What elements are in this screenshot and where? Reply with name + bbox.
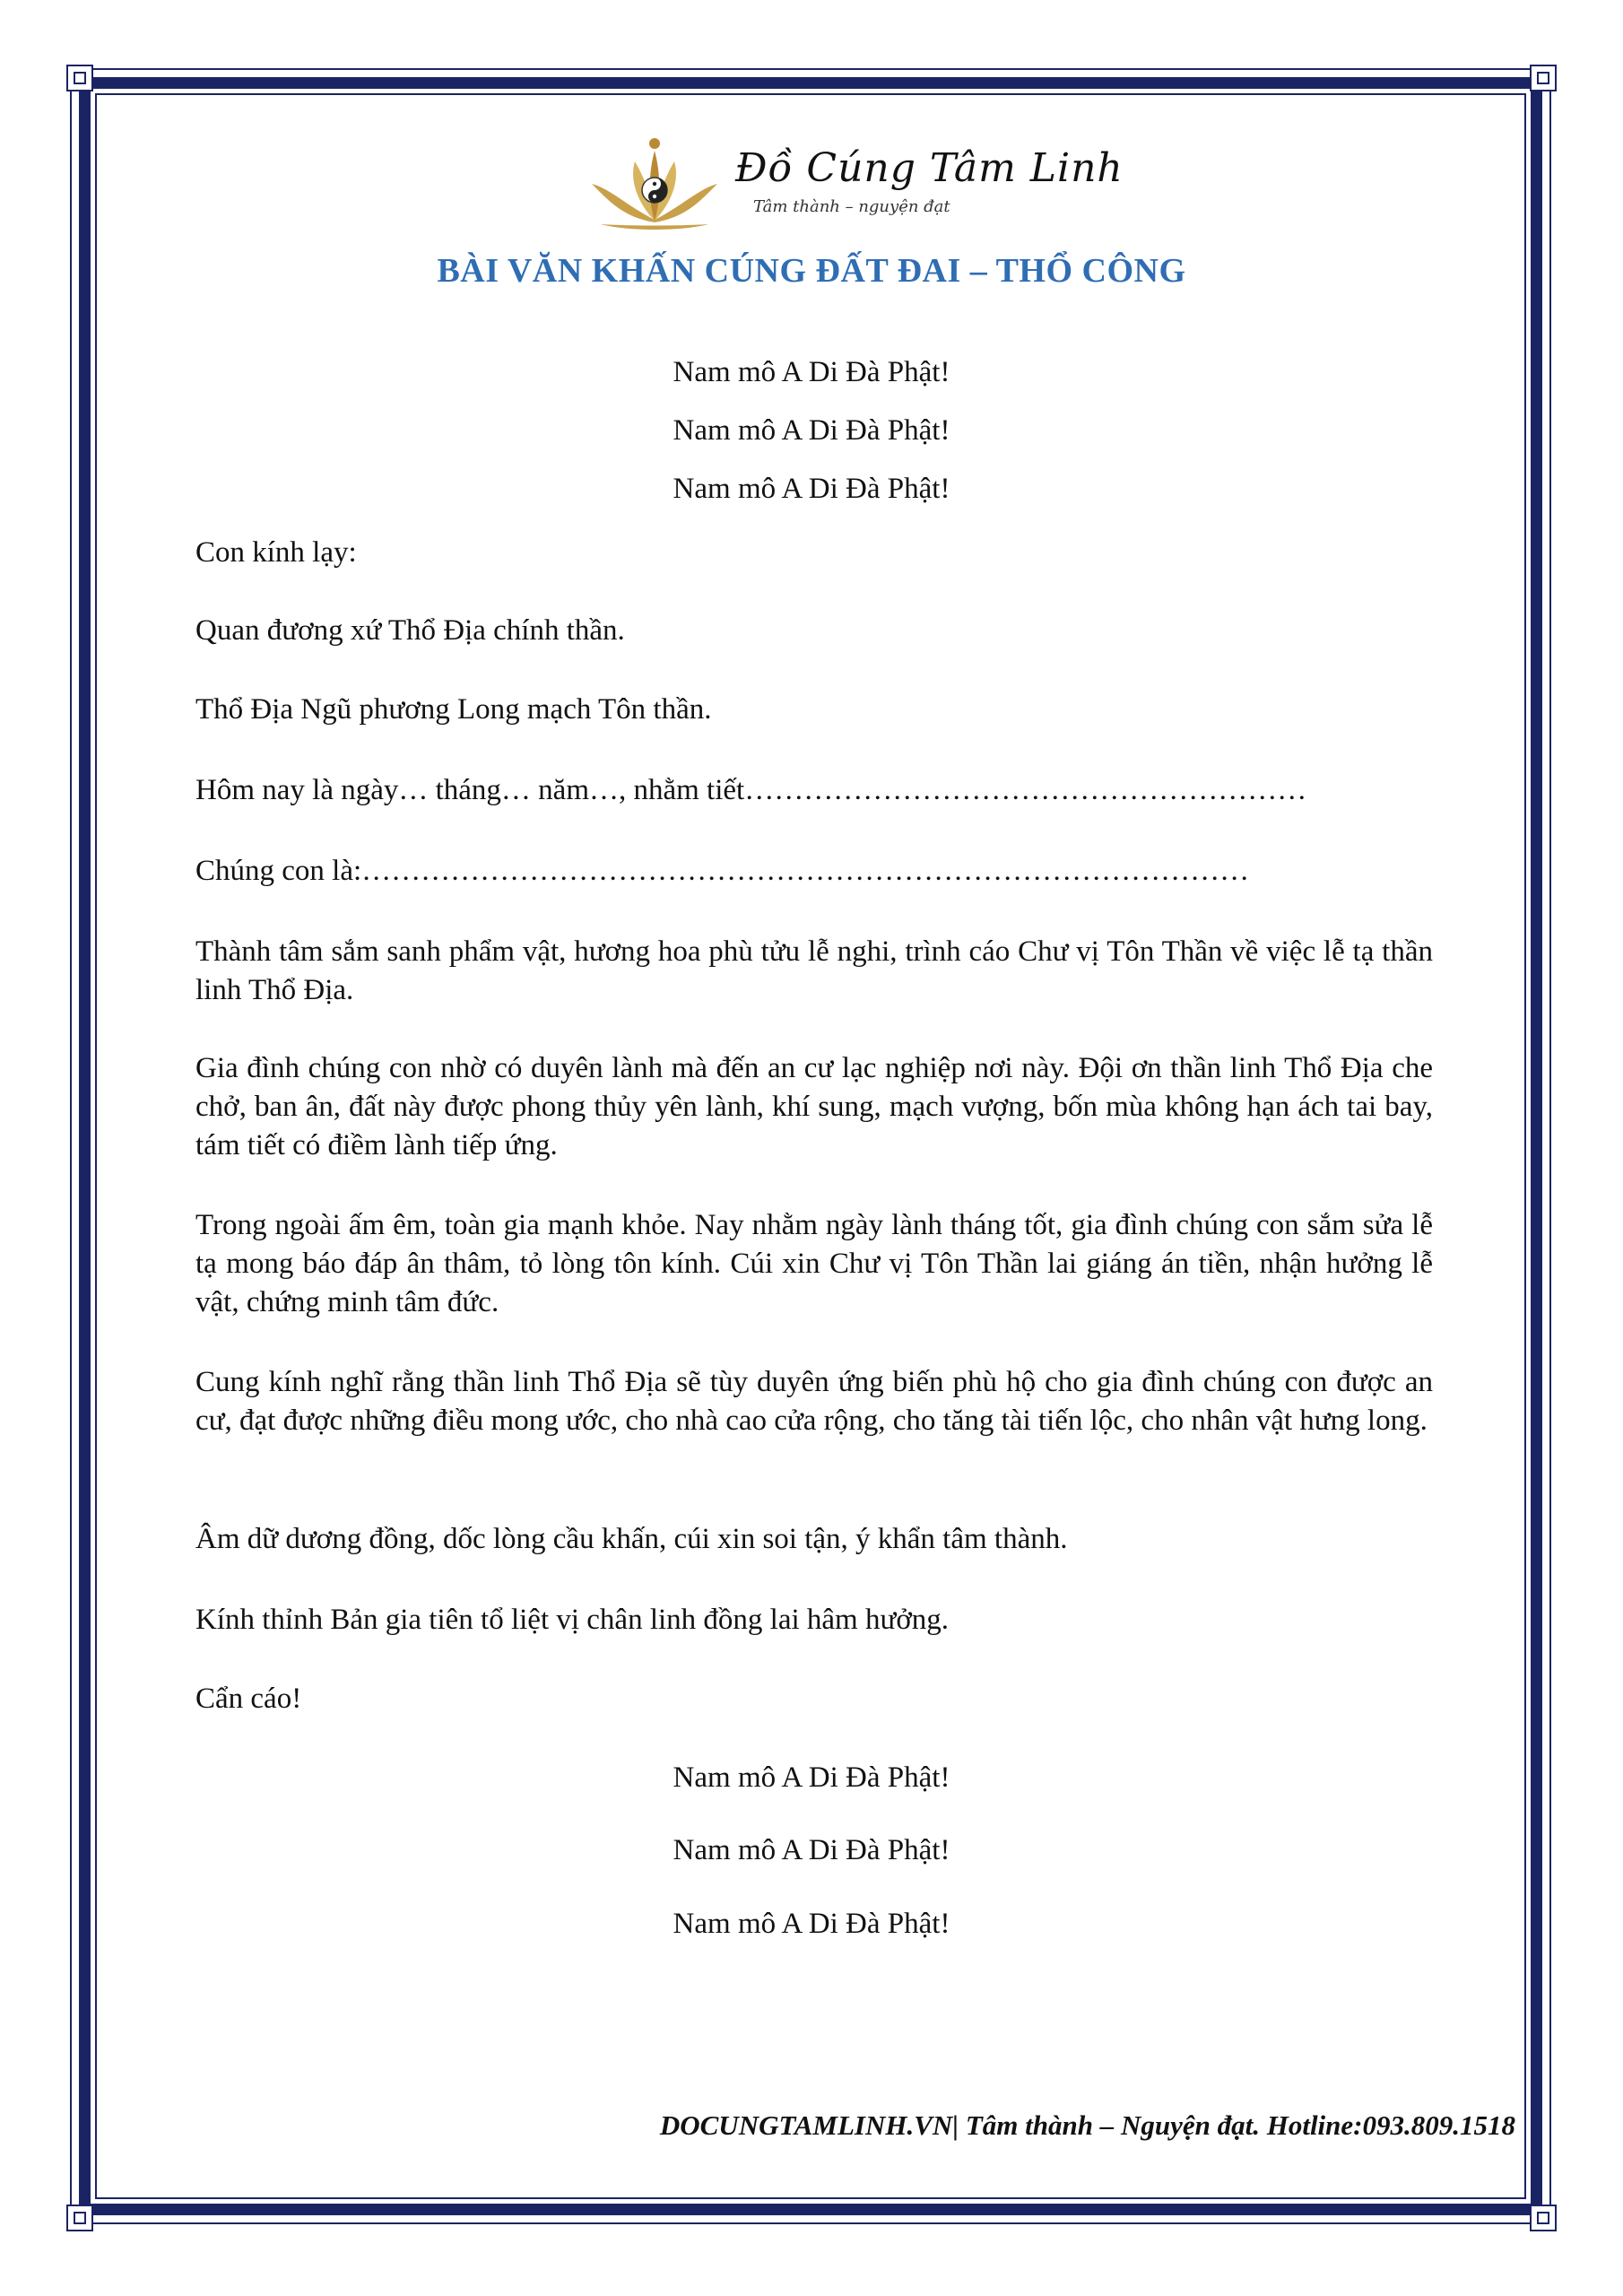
footer-contact: DOCUNGTAMLINH.VN| Tâm thành – Nguyện đạt. Hotline:093.809.1518	[659, 2109, 1515, 2141]
document-title: BÀI VĂN KHẤN CÚNG ĐẤT ĐAI – THỔ CÔNG	[437, 252, 1186, 290]
frame-corner-ornament	[66, 65, 93, 91]
paragraph-invocation-2: Thổ Địa Ngũ phương Long mạch Tôn thần.	[195, 693, 712, 726]
paragraph-invocation-1: Quan đương xứ Thổ Địa chính thần.	[195, 614, 625, 647]
paragraph-gratitude: Gia đình chúng con nhờ có duyên lành mà đến an cư lạc nghiệp nơi này. Đội ơn thần linh Thổ Địa che chở, ban ân, đất này được phong thủy yên lành, khí sung, mạch vượng, bốn mùa không hạn ách tai bay, tám tiết có điềm lành tiếp ứng.	[195, 1052, 1433, 1161]
opening-chant-line: Nam mô A Di Đà Phật!	[673, 473, 950, 505]
logo-name: Đồ Cúng Tâm Linh	[735, 145, 1124, 191]
frame-corner-ornament	[1530, 65, 1557, 91]
paragraph-closing: Cẩn cáo!	[195, 1683, 302, 1715]
closing-chant-line: Nam mô A Di Đà Phật!	[673, 1761, 950, 1794]
lotus-icon	[574, 135, 735, 233]
paragraph-supplication: Âm dữ dương đồng, dốc lòng cầu khấn, cúi xin soi tận, ý khẩn tâm thành.	[195, 1523, 1068, 1555]
brand-logo	[574, 135, 1124, 233]
paragraph-greeting: Con kính lạy:	[195, 536, 357, 569]
paragraph-wishes: Cung kính nghĩ rằng thần linh Thổ Địa sẽ tùy duyên ứng biến phù hộ cho gia đình chúng con được an cư, đạt được những điều mong ước, cho nhà cao cửa rộng, cho tăng tài tiến lộc, cho nhân vật hưng long.	[195, 1366, 1433, 1437]
paragraph-prayer: Trong ngoài ấm êm, toàn gia mạnh khỏe. Nay nhằm ngày lành tháng tốt, gia đình chúng con sắm sửa lễ tạ mong báo đáp ân thâm, tỏ lòng tôn kính. Cúi xin Chư vị Tôn Thần lai giáng án tiền, nhận hưởng lễ vật, chứng minh tâm đức.	[195, 1209, 1433, 1318]
paragraph-date-blank: Hôm nay là ngày… tháng… năm…, nhằm tiết…………………………………………………	[195, 774, 1307, 806]
paragraph-invitation: Kính thỉnh Bản gia tiên tổ liệt vị chân linh đồng lai hâm hưởng.	[195, 1604, 950, 1636]
closing-chant-line: Nam mô A Di Đà Phật!	[673, 1834, 950, 1866]
opening-chant-line: Nam mô A Di Đà Phật!	[673, 356, 950, 388]
closing-chant-line: Nam mô A Di Đà Phật!	[673, 1908, 950, 1940]
frame-corner-ornament	[66, 2205, 93, 2231]
opening-chant-line: Nam mô A Di Đà Phật!	[673, 414, 950, 447]
paragraph-name-blank: Chúng con là:………………………………………………………………………………	[195, 855, 1250, 887]
logo-tagline: Tâm thành – nguyện đạt	[753, 197, 950, 216]
paragraph-offering: Thành tâm sắm sanh phẩm vật, hương hoa phù tửu lễ nghi, trình cáo Chư vị Tôn Thần về việc lễ tạ thần linh Thổ Địa.	[195, 935, 1433, 1006]
frame-corner-ornament	[1530, 2205, 1557, 2231]
